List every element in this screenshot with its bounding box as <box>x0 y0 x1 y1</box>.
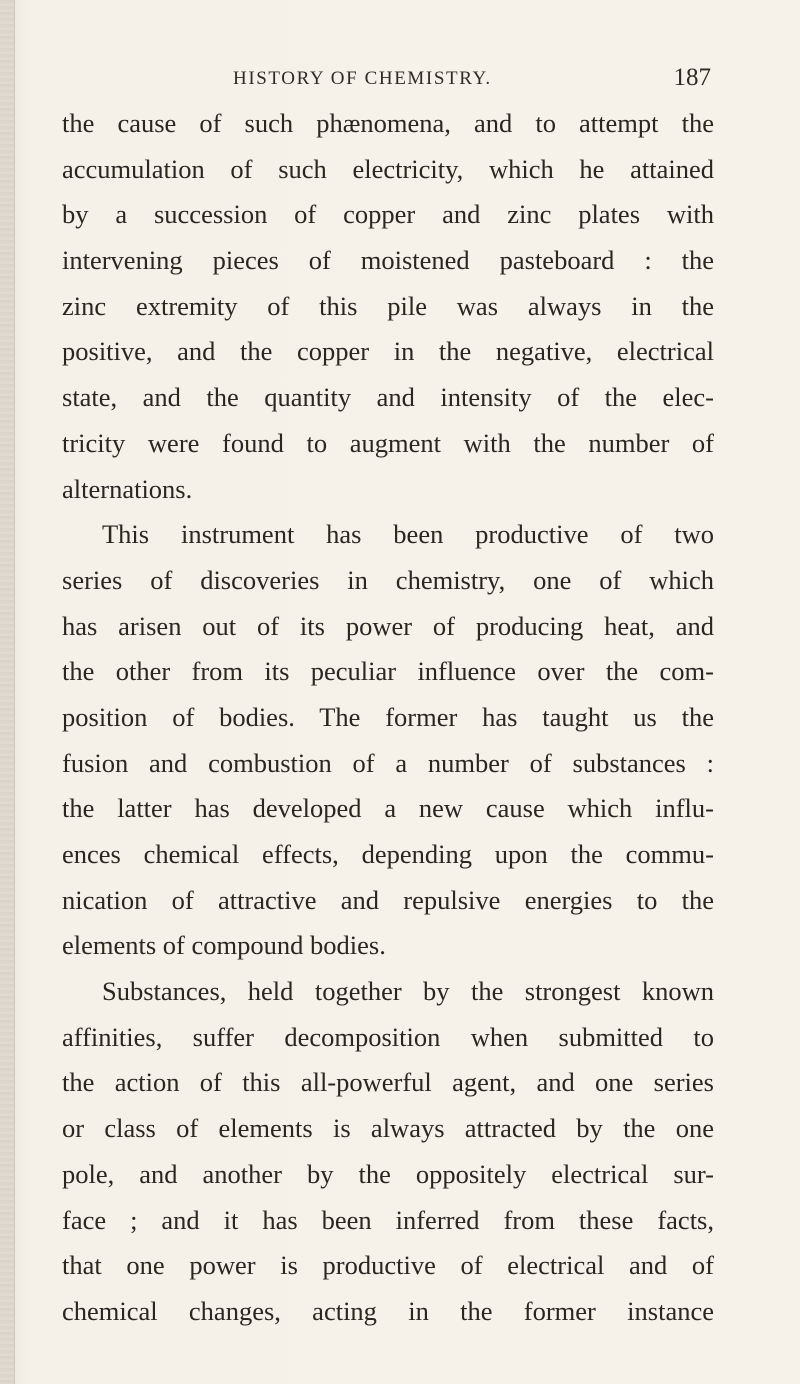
text-line: state, and the quantity and intensity of the elec- <box>62 382 714 413</box>
text-line: fusion and combustion of a number of substances : <box>62 747 714 778</box>
page-number: 187 <box>673 64 711 91</box>
text-line: by a succession of copper and zinc plates with <box>62 199 714 230</box>
text-line: zinc extremity of this pile was always in the <box>62 290 714 321</box>
page-header <box>233 64 711 94</box>
text-line: positive, and the copper in the negative, electrical <box>62 336 714 367</box>
text-line: that one power is productive of electrical and of <box>62 1250 714 1281</box>
text-line: has arisen out of its power of producing heat, and <box>62 610 714 641</box>
text-line: the action of this all-powerful agent, and one series <box>62 1067 714 1098</box>
text-line: pole, and another by the oppositely electrical sur- <box>62 1158 714 1189</box>
text-line: the cause of such phænomena, and to attempt the <box>62 108 714 138</box>
text-line: or class of elements is always attracted by the one <box>62 1113 714 1144</box>
paragraph-start-line: This instrument has been productive of two <box>102 519 714 550</box>
text-line: series of discoveries in chemistry, one of which <box>62 564 714 595</box>
text-line: intervening pieces of moistened pasteboard : the <box>62 245 714 276</box>
text-line: affinities, suffer decomposition when submitted to <box>62 1021 714 1052</box>
paragraph-start-line: Substances, held together by the strongest known <box>102 976 714 1007</box>
text-line: the latter has developed a new cause which influ- <box>62 793 714 824</box>
text-line: ences chemical effects, depending upon the commu- <box>62 839 714 869</box>
text-line: chemical changes, acting in the former instance <box>62 1295 714 1326</box>
paragraph-end-line: alternations. <box>62 473 193 504</box>
text-line: the other from its peculiar influence over the com- <box>62 656 714 687</box>
running-head: HISTORY OF CHEMISTRY. <box>233 68 492 89</box>
text-line: accumulation of such electricity, which he attained <box>62 153 714 184</box>
paragraph-end-line: elements of compound bodies. <box>62 930 386 961</box>
body-text <box>62 101 714 1335</box>
page-gutter-edge <box>0 0 15 1384</box>
text-line: position of bodies. The former has taught us the <box>62 701 714 732</box>
text-line: nication of attractive and repulsive energies to the <box>62 884 714 915</box>
text-line: tricity were found to augment with the number of <box>62 427 714 458</box>
text-line: face ; and it has been inferred from these facts, <box>62 1204 714 1235</box>
